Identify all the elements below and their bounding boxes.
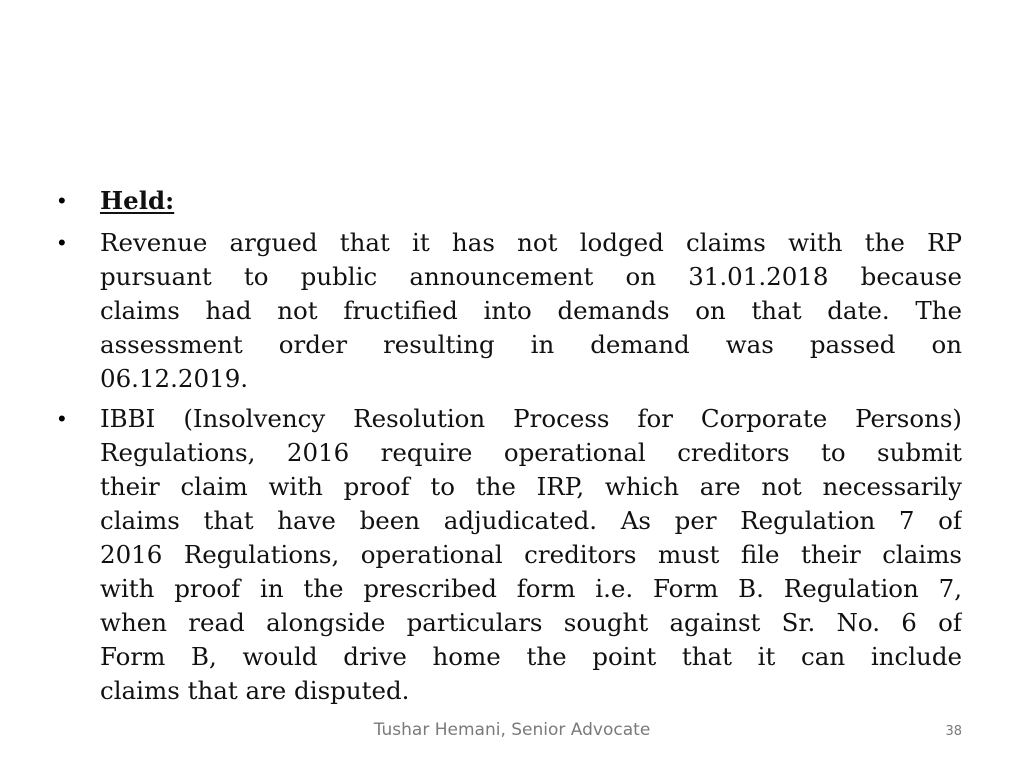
bullet-marker: • [58,230,66,255]
paragraph-line: Regulations, 2016 require operational creditors to submit [100,438,962,467]
held-heading-line [100,186,962,216]
paragraph-line: IBBI (Insolvency Resolution Process for Corporate Persons) [100,404,962,433]
paragraph-line: with proof in the prescribed form i.e. Form B. Regulation 7, [100,574,962,603]
paragraph-line: 06.12.2019. [100,364,249,393]
paragraph-line: claims had not fructified into demands on that date. The [100,296,962,325]
footer-author: Tushar Hemani, Senior Advocate [373,720,651,740]
paragraph-line: when read alongside particulars sought against Sr. No. 6 of [100,608,962,637]
bullet-marker: • [58,406,66,431]
paragraph-line: Revenue argued that it has not lodged claims with the RP [100,228,962,257]
paragraph-line: assessment order resulting in demand was passed on [100,330,962,359]
paragraph-line: pursuant to public announcement on 31.01.2018 because [100,262,962,291]
paragraph-line: claims that have been adjudicated. As per Regulation 7 of [100,506,962,535]
paragraph-line: 2016 Regulations, operational creditors must file their claims [100,540,962,569]
bullet-marker: • [58,188,66,213]
held-heading: Held: [100,186,175,215]
paragraph-line: their claim with proof to the IRP, which are not necessarily [100,472,962,501]
paragraph-line: Form B, would drive home the point that it can include [100,642,962,671]
paragraph-line: claims that are disputed. [100,676,410,705]
page-number: 38 [945,724,962,739]
